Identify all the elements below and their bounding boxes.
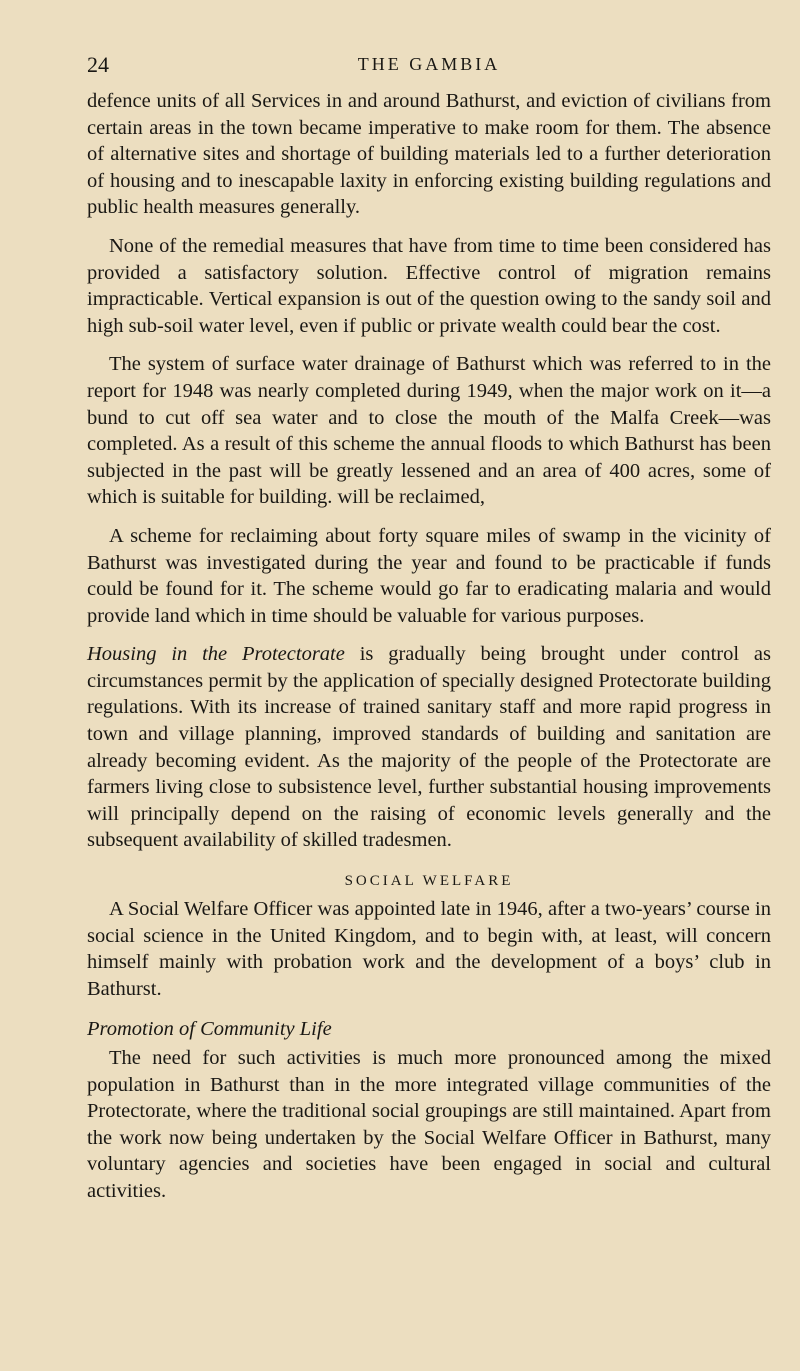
paragraph-welfare-officer: A Social Welfare Officer was appointed late in 1946, after a two-years’ course in social science in the United Kingdom, and to begin with, at least, will concern himself mainly with probation work and the development of a boys’ club in Bathurst. bbox=[87, 898, 771, 1000]
section-heading-social-welfare: SOCIAL WELFARE bbox=[344, 873, 514, 890]
paragraph-community-activities: The need for such activities is much more pronounced among the mixed population in Bathurst than in the more integrated village communities of the Protectorate, where the traditional social groupings are still maintained. Apart from the work now being undertaken by the Social Welfare Officer in Bathurst, many voluntary agencies and societies have been engaged in social and cultural activities. bbox=[87, 1047, 771, 1202]
paragraph-remedial-measures: None of the remedial measures that have from time to time been considered has provided a satisfactory solution. Effective control of migration remains impracticable. Vertical expansion is out of the question owing to the sandy soil and high sub-soil water level, even if public or private wealth could bear the cost. bbox=[87, 234, 771, 337]
paragraph-defence-units: defence units of all Services in and around Bathurst, and eviction of civilians from certain areas in the town became imperative to make room for them. The absence of alternative sites and shortage of building materials led to a further deterioration of housing and to inescapable laxity in enforcing existing building regulations and public health measures generally. bbox=[87, 90, 771, 219]
inline-heading-housing: Housing in the Protectorate bbox=[87, 643, 345, 666]
subheading-community-life: Promotion of Community Life bbox=[87, 1018, 332, 1041]
paragraph-swamp-reclaiming: A scheme for reclaiming about forty square miles of swamp in the vicinity of Bathurst was investigated during the year and found to be practicable if funds could be found for it. The scheme would go far to eradicating malaria and would provide land which in time should be valuable for various purposes. bbox=[87, 524, 771, 627]
paragraph-protectorate-housing-text: is gradually being brought under control as circumstances permit by the application of specially designed Protectorate building regulations. With its increase of trained sanitary staff and more rapid progress in town and village planning, improved standards of building and sanitation are already becoming evident. As the majority of the people of the Protectorate are farmers living close to subsistence level, further substantial housing improvements will principally depend on the raising of economic levels generally and the subsequent availability of skilled tradesmen. bbox=[87, 643, 771, 852]
running-title: THE GAMBIA bbox=[357, 54, 501, 74]
running-head bbox=[87, 52, 771, 82]
body-text bbox=[87, 88, 771, 1217]
paragraph-protectorate-housing bbox=[87, 641, 771, 854]
paragraph-surface-drainage: The system of surface water drainage of Bathurst which was referred to in the report for 1948 was nearly completed during 1949, when the major work on it—a bund to cut off sea water and to close the mouth of the Malfa Creek—was completed. As a result of this scheme the annual floods to which Bathurst has been subjected in the past will be greatly lessened and an area of 400 acres, some of which is suitable for building. will be reclaimed, bbox=[87, 353, 771, 509]
page-number: 24 bbox=[87, 52, 109, 77]
